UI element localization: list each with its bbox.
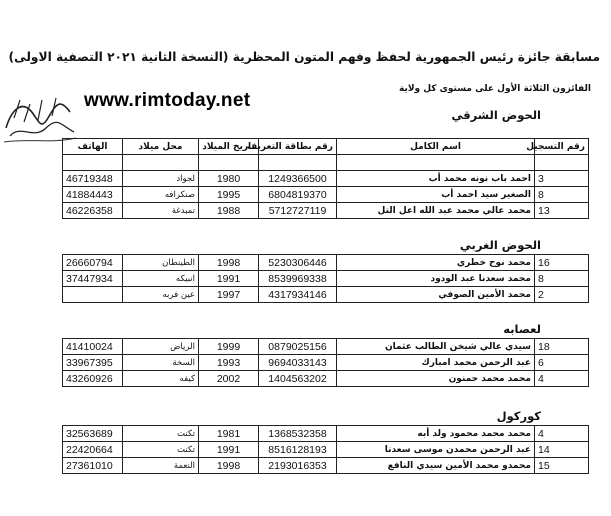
table-row: 8 الصغير سيد احمد أب 6804819370 1995 صنكرافه 41884443 — [63, 187, 589, 203]
table-row: 14 عبد الرحمن محمدن موسى سعدنا 8516128193 1991 تكنت 22420664 — [63, 442, 589, 458]
table-row: 4 محمد محمد حمنون 1404563202 2002 كيفه 43260926 — [63, 371, 589, 387]
table-row: 16 محمد نوح خطري 5230306446 1998 الطينطان 26660794 — [63, 255, 589, 271]
table-row: 2 محمد الأمين الصوفي 4317934146 1997 عين فربه — [63, 287, 589, 303]
table-row: 4 محمد محمد محمود ولد أبه 1368532358 1981 تكنت 32563689 — [63, 426, 589, 442]
col-id-card: رقم بطاقة التعريف — [259, 139, 337, 155]
region-title-hodh-gharbi: الحوض الغربي — [459, 238, 541, 252]
page-subtitle: الفائزون الثلاثة الأول على مستوى كل ولاية — [399, 84, 591, 94]
results-table-assaba — [62, 338, 589, 387]
col-full-name: اسم الكامل — [337, 139, 535, 155]
results-table-hodh-chargui — [62, 138, 589, 219]
region-title-hodh-chargui: الحوض الشرقي — [451, 108, 541, 122]
results-table-gorgol — [62, 425, 589, 474]
table-row: 6 عبد الرحمن محمد امبارك 9694033143 1993 السخة 33967395 — [63, 355, 589, 371]
region-title-assaba: لعصابه — [503, 322, 541, 336]
table-row: 15 محمدو محمد الأمين سيدي النافع 2193016353 1998 النعمة 27361010 — [63, 458, 589, 474]
table-row: 3 احمد باب نونه محمد أب 1249366500 1980 لجواد 46719348 — [63, 171, 589, 187]
region-title-gorgol: كوركول — [496, 409, 541, 423]
table-row: 13 محمد عالي محمد عبد الله اعل التل 5712727119 1988 تمبدغة 46226358 — [63, 203, 589, 219]
col-birth-place: محل ميلاد — [123, 139, 199, 155]
results-table-hodh-gharbi — [62, 254, 589, 303]
website-watermark: www.rimtoday.net — [84, 90, 251, 111]
col-phone: الهاتف — [63, 139, 123, 155]
col-reg-no: رقم التسجيل — [535, 139, 589, 155]
table-header-row — [63, 139, 589, 155]
col-birth-date: تاريخ الميلاد — [199, 139, 259, 155]
table-spacer-row — [63, 155, 589, 171]
page-title: مسابقة جائزة رئيس الجمهورية لحفظ وفهم المتون المحظرية (النسخة الثانية ٢٠٢١ التصفية الاولى) — [8, 50, 600, 64]
table-row: 18 سيدي عالي شيخن الطالب عثمان 0879025156 1999 الرياض 41410024 — [63, 339, 589, 355]
table-row: 8 محمد سعدنا عبد الودود 8539969338 1991 انبيكه 37447934 — [63, 271, 589, 287]
